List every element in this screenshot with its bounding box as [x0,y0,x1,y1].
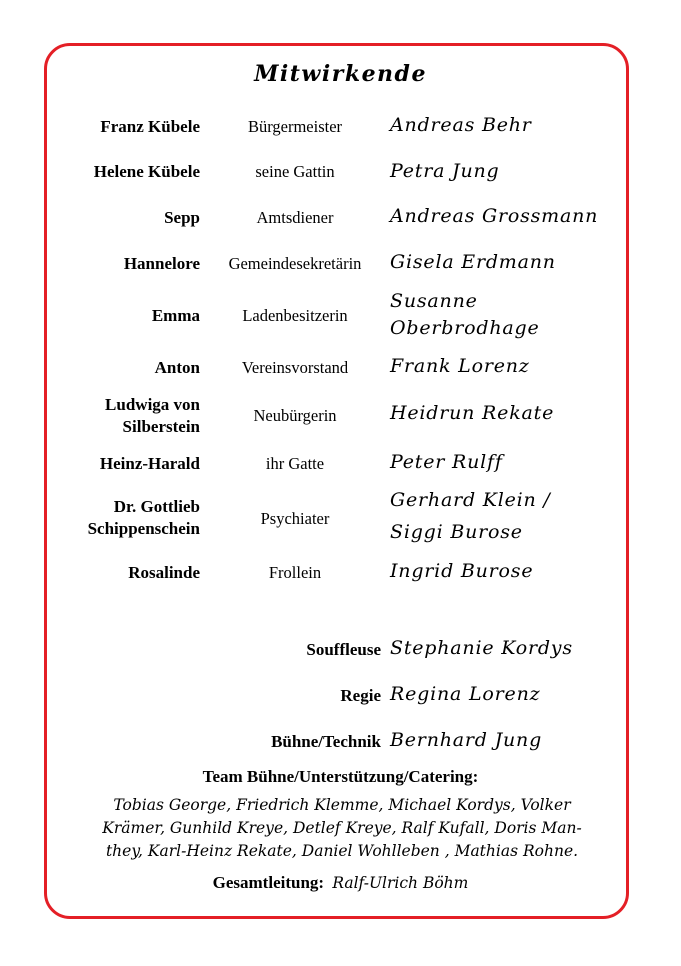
actor-name: Siggi Burose [390,521,523,543]
role-name: Amtsdiener [256,208,334,227]
character-name: Rosalinde [128,563,200,582]
crew-name: Bernhard Jung [390,729,543,751]
character-name: Heinz-Harald [99,454,200,473]
character-name: Helene Kübele [93,162,200,181]
crew-label: Bühne/Technik [271,732,381,751]
team-heading: Team Bühne/Unterstützung/Catering: [202,767,479,786]
character-name: Hannelore [123,254,200,273]
role-name: ihr Gatte [265,454,325,473]
actor-name: Heidrun Rekate [390,402,555,424]
team-line: Tobias George, Friedrich Klemme, Michael Kordys, Volker [113,796,571,814]
role-name: Neubürgerin [253,406,337,425]
character-name: Sepp [164,208,200,227]
team-line: they, Karl-Heinz Rekate, Daniel Wohlleben , Mathias Rohne. [105,842,579,860]
crew-label: Regie [340,686,381,705]
crew-name: Stephanie Kordys [390,637,573,659]
team-line: Krämer, Gunhild Kreye, Detlef Kreye, Ralf Kufall, Doris Man- [102,819,582,837]
actor-name: Oberbrodhage [390,317,540,339]
actor-name: Frank Lorenz [390,355,530,377]
character-name: Franz Kübele [100,117,200,136]
role-name: Bürgermeister [247,117,343,136]
page-title: Mitwirkende [254,61,427,87]
lead-name: Ralf-Ulrich Böhm [332,874,469,892]
lead-label: Gesamtleitung: [212,873,325,892]
overall-lead [0,873,681,893]
character-name: Dr. Gottlieb [113,497,200,516]
role-name: Vereinsvorstand [241,358,349,377]
character-name: Silberstein [122,417,200,436]
character-name: Ludwiga von [105,395,200,414]
role-name: Frollein [268,563,322,582]
character-name: Anton [154,358,200,377]
crew-name: Regina Lorenz [390,683,541,705]
character-name: Emma [151,306,200,325]
actor-name: Gisela Erdmann [390,251,556,273]
role-name: seine Gattin [255,162,335,181]
crew-label: Souffleuse [306,640,381,659]
actor-name: Peter Rulff [390,451,503,473]
actor-name: Andreas Behr [390,114,532,136]
role-name: Gemeindesekretärin [228,254,362,273]
team-names [62,794,622,863]
actor-name: Petra Jung [390,160,500,182]
actor-name: Susanne [390,290,478,312]
role-name: Psychiater [260,509,330,528]
actor-name: Ingrid Burose [390,560,534,582]
actor-name: Andreas Grossmann [390,205,599,227]
actor-name: Gerhard Klein / [390,489,551,511]
role-name: Ladenbesitzerin [242,306,348,325]
character-name: Schippenschein [87,519,200,538]
